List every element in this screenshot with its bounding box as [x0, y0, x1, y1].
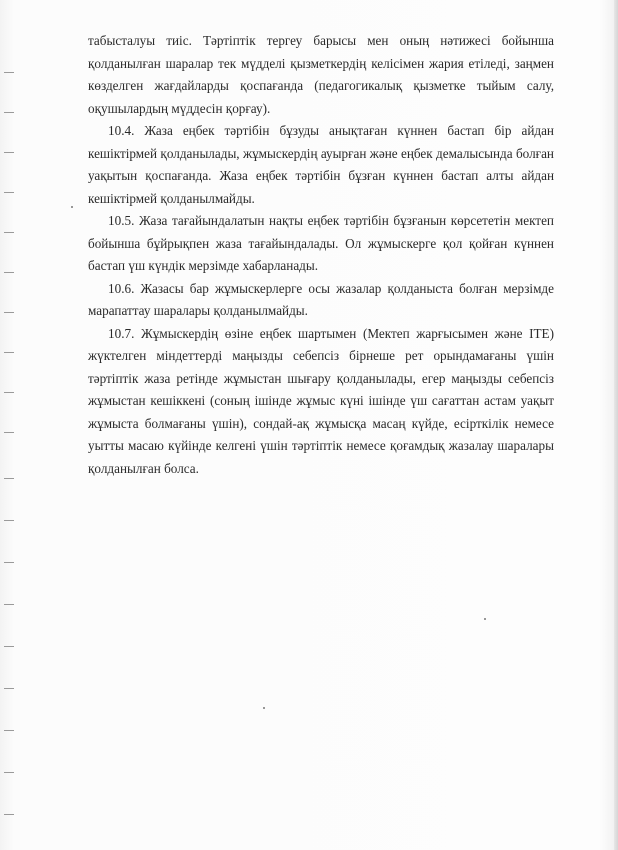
- binding-hole-mark: [4, 688, 14, 689]
- binding-hole-mark: [4, 352, 14, 353]
- binding-hole-mark: [4, 604, 14, 605]
- binding-hole-mark: [4, 432, 14, 433]
- binding-hole-mark: [4, 814, 14, 815]
- page-right-edge: [614, 0, 618, 850]
- paragraph-10-4: 10.4. Жаза еңбек тәртібін бұзуды анықтаған күннен бастап бір айдан кешіктірмей қолданылады, жұмыскердің ауырған және еңбек демалысында болған уақытын қоспағанда. Жаза еңбек тәртібін бұзған күннен бастап алты айдан кешіктірмей қолданылмайды.: [88, 123, 554, 206]
- binding-hole-mark: [4, 730, 14, 731]
- binding-hole-mark: [4, 232, 14, 233]
- binding-hole-mark: [4, 312, 14, 313]
- scan-speck: [484, 618, 486, 620]
- binding-hole-mark: [4, 478, 14, 479]
- binding-hole-mark: [4, 562, 14, 563]
- binding-hole-mark: [4, 112, 14, 113]
- binding-hole-mark: [4, 272, 14, 273]
- document-body: [88, 30, 554, 480]
- binding-hole-mark: [4, 152, 14, 153]
- binding-hole-mark: [4, 646, 14, 647]
- binding-hole-mark: [4, 520, 14, 521]
- binding-hole-mark: [4, 192, 14, 193]
- binding-hole-mark: [4, 392, 14, 393]
- paragraph-10-7: 10.7. Жұмыскердің өзіне еңбек шартымен (Мектеп жарғысымен және ІТЕ) жүктелген міндеттерді маңызды себепсіз бірнеше рет орындамағаны үшін тәртіптік жаза ретінде жұмыстан шығару қолданылады, егер маңызды себепсіз жұмыстан кешіккені (соның ішінде жұмыс күні ішінде үш сағаттан астам уақыт жұмыста болмағаны үшін), сондай-ақ жұмысқа масаң күйде, есірткілік немесе уытты масаю күйінде келгені үшін тәртіптік немесе қоғамдық жазалау шаралары қолданылған болса.: [88, 325, 554, 476]
- scan-speck: [263, 707, 265, 709]
- binding-hole-mark: [4, 772, 14, 773]
- paragraph-10-5: 10.5. Жаза тағайындалатын нақты еңбек тәртібін бұзғанын көрсететін мектеп бойынша бұйрықпен жаза тағайындалады. Ол жұмыскерге қол қойған күннен бастап үш күндік мерзімде хабарланады.: [88, 213, 554, 273]
- scan-speck: [71, 206, 73, 208]
- paragraph-10-6: 10.6. Жазасы бар жұмыскерлерге осы жазалар қолданыста болған мерзімде марапаттау шаралары қолданылмайды.: [88, 280, 554, 318]
- binding-hole-mark: [4, 72, 14, 73]
- paragraph-continuation: табысталуы тиіс. Тәртіптік тергеу барысы мен оның нәтижесі бойынша қолданылған шаралар тек мүдделі қызметкердің келісімен жария етіледі, заңмен көзделген жағдайларды қоспағанда (педагогикалық қызметке тыйым салу, оқушылардың мүддесін қорғау).: [88, 33, 554, 116]
